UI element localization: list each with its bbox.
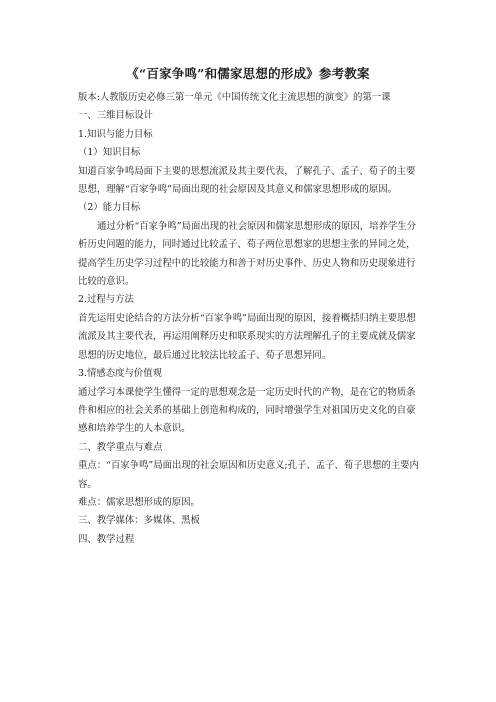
process-method-text: 首先运用史论结合的方法分析“百家争鸣”局面出现的原因，接着概括归纳主要思想流派及其主要代表，再运用阐释历史和联系现实的方法理解孔子的主要成就及儒家思想的历史地位，最后通过比较法比较孟子、荀子思想异同。 <box>78 312 416 361</box>
key-points-text: 重点：“百家争鸣”局面出现的社会原因和历史意义;孔子、孟子、荀子思想的主要内容。 <box>78 460 419 490</box>
section-heading-key-points: 二、教学重点与难点 <box>78 441 163 453</box>
version-line: 版本:人教版历史必修三第一单元《中国传统文化主流思想的演变》的第一课 <box>78 92 391 103</box>
knowledge-goal-text: 知道百家争鸣局面下主要的思想流派及其主要代表，了解孔子、孟子、荀子的主要思想，理解“百家争鸣”局面出现的社会原因及其意义和儒家思想形成的原因。 <box>78 165 416 196</box>
subheading-process-method: 2.过程与方法 <box>78 294 134 306</box>
subheading-values: 3.情感态度与价值观 <box>78 368 162 380</box>
document-title: 《“百家争鸣”和儒家思想的形成》参考教案 <box>126 66 370 81</box>
ability-goal-text: 通过分析“百家争鸣”局面出现的社会原因和儒家思想形成的原因，培养学生分析历史问题的能力，同时通过比较孟子、荀子两位思想家的思想主张的异同之处，提高学生历史学习过程中的比较能力和善于对历史事件、历史人物和历史现象进行比较的意识。 <box>78 220 416 288</box>
values-text: 通过学习本课使学生懂得一定的思想观念是一定历史时代的产物，是在它的物质条件和相应的社会关系的基础上创造和构成的，同时增强学生对祖国历史文化的自豪感和培养学生的人本意识。 <box>78 386 416 435</box>
section-heading-media: 三、教学媒体：多媒体、黑板 <box>78 515 200 527</box>
subheading-ability-goal: （2）能力目标 <box>78 202 141 214</box>
section-heading-objectives: 一、三维目标设计 <box>78 110 154 122</box>
subheading-knowledge-ability: 1.知识与能力目标 <box>78 128 153 140</box>
difficulty-text: 难点：儒家思想形成的原因。 <box>78 496 200 508</box>
section-heading-process: 四、教学过程 <box>78 533 135 545</box>
subheading-knowledge-goal: （1）知识目标 <box>78 147 141 159</box>
document-body <box>78 89 424 549</box>
